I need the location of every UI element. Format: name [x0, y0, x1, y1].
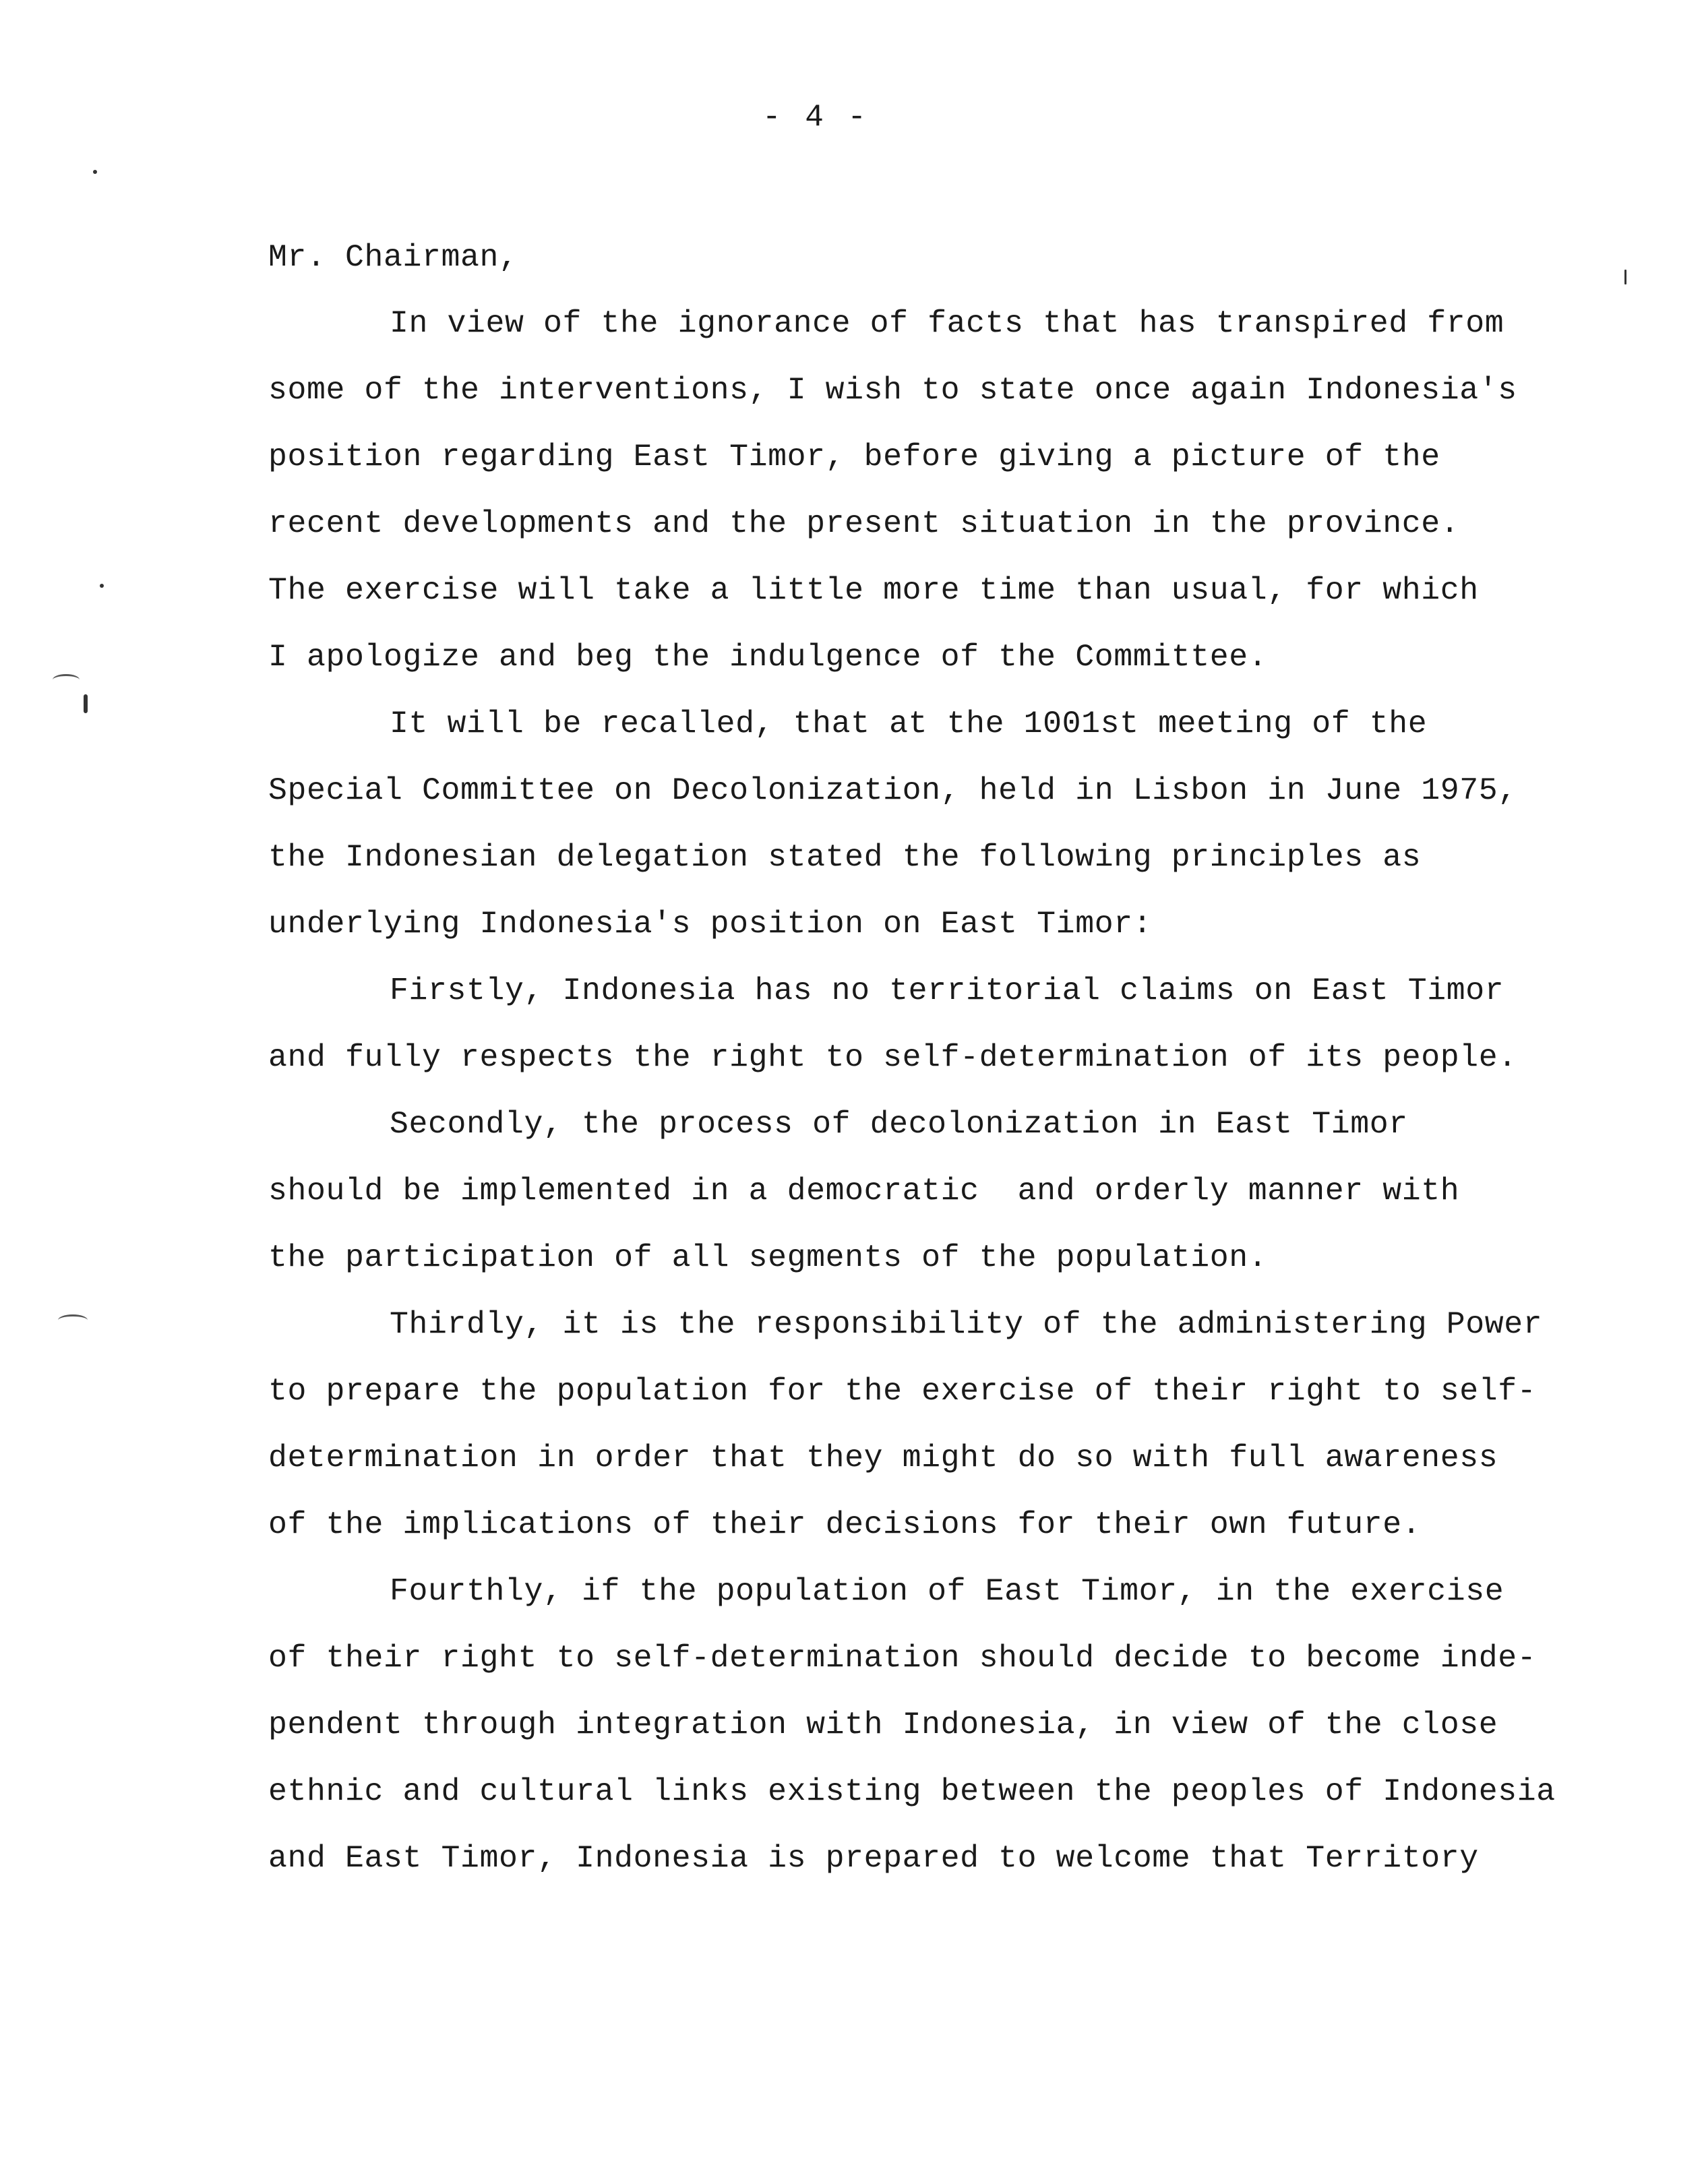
page-number: - 4 - [762, 100, 870, 135]
text-line: Firstly, Indonesia has no territorial claims on East Timor [390, 973, 1504, 1008]
text-line: underlying Indonesia's position on East Timor: [268, 906, 1153, 942]
text-line: the Indonesian delegation stated the following principles as [268, 839, 1422, 875]
text-line: to prepare the population for the exercise of their right to self- [268, 1373, 1537, 1409]
text-line: of their right to self-determination should decide to become inde- [268, 1640, 1537, 1676]
scan-mark [53, 674, 80, 686]
text-line: Secondly, the process of decolonization in East Timor [390, 1106, 1408, 1142]
text-line: should be implemented in a democratic and orderly manner with [268, 1173, 1460, 1209]
text-line: In view of the ignorance of facts that has transpired from [390, 305, 1504, 341]
text-line: some of the interventions, I wish to state once again Indonesia's [268, 372, 1517, 408]
salutation: Mr. Chairman, [268, 239, 518, 275]
scan-mark [58, 1314, 88, 1326]
text-line: Fourthly, if the population of East Timor, in the exercise [390, 1573, 1504, 1609]
text-line: recent developments and the present situation in the province. [268, 506, 1460, 541]
scan-mark [1624, 270, 1626, 284]
text-line: Special Committee on Decolonization, held in Lisbon in June 1975, [268, 772, 1517, 808]
text-line: Thirdly, it is the responsibility of the administering Power [390, 1306, 1543, 1342]
scan-speck [93, 170, 97, 174]
text-line: position regarding East Timor, before giving a picture of the [268, 439, 1440, 475]
text-line: It will be recalled, that at the 1001st meeting of the [390, 706, 1428, 741]
text-line: the participation of all segments of the population. [268, 1240, 1268, 1275]
text-line: pendent through integration with Indonesia, in view of the close [268, 1707, 1498, 1742]
text-line: and East Timor, Indonesia is prepared to welcome that Territory [268, 1840, 1479, 1876]
text-line: I apologize and beg the indulgence of the Committee. [268, 639, 1268, 675]
scan-mark [84, 694, 88, 713]
scan-speck [100, 584, 104, 588]
text-line: of the implications of their decisions for their own future. [268, 1507, 1422, 1542]
text-line: The exercise will take a little more time than usual, for which [268, 572, 1479, 608]
text-line: and fully respects the right to self-determination of its people. [268, 1039, 1517, 1075]
text-line: ethnic and cultural links existing between the peoples of Indonesia [268, 1773, 1556, 1809]
text-line: determination in order that they might do so with full awareness [268, 1440, 1498, 1476]
